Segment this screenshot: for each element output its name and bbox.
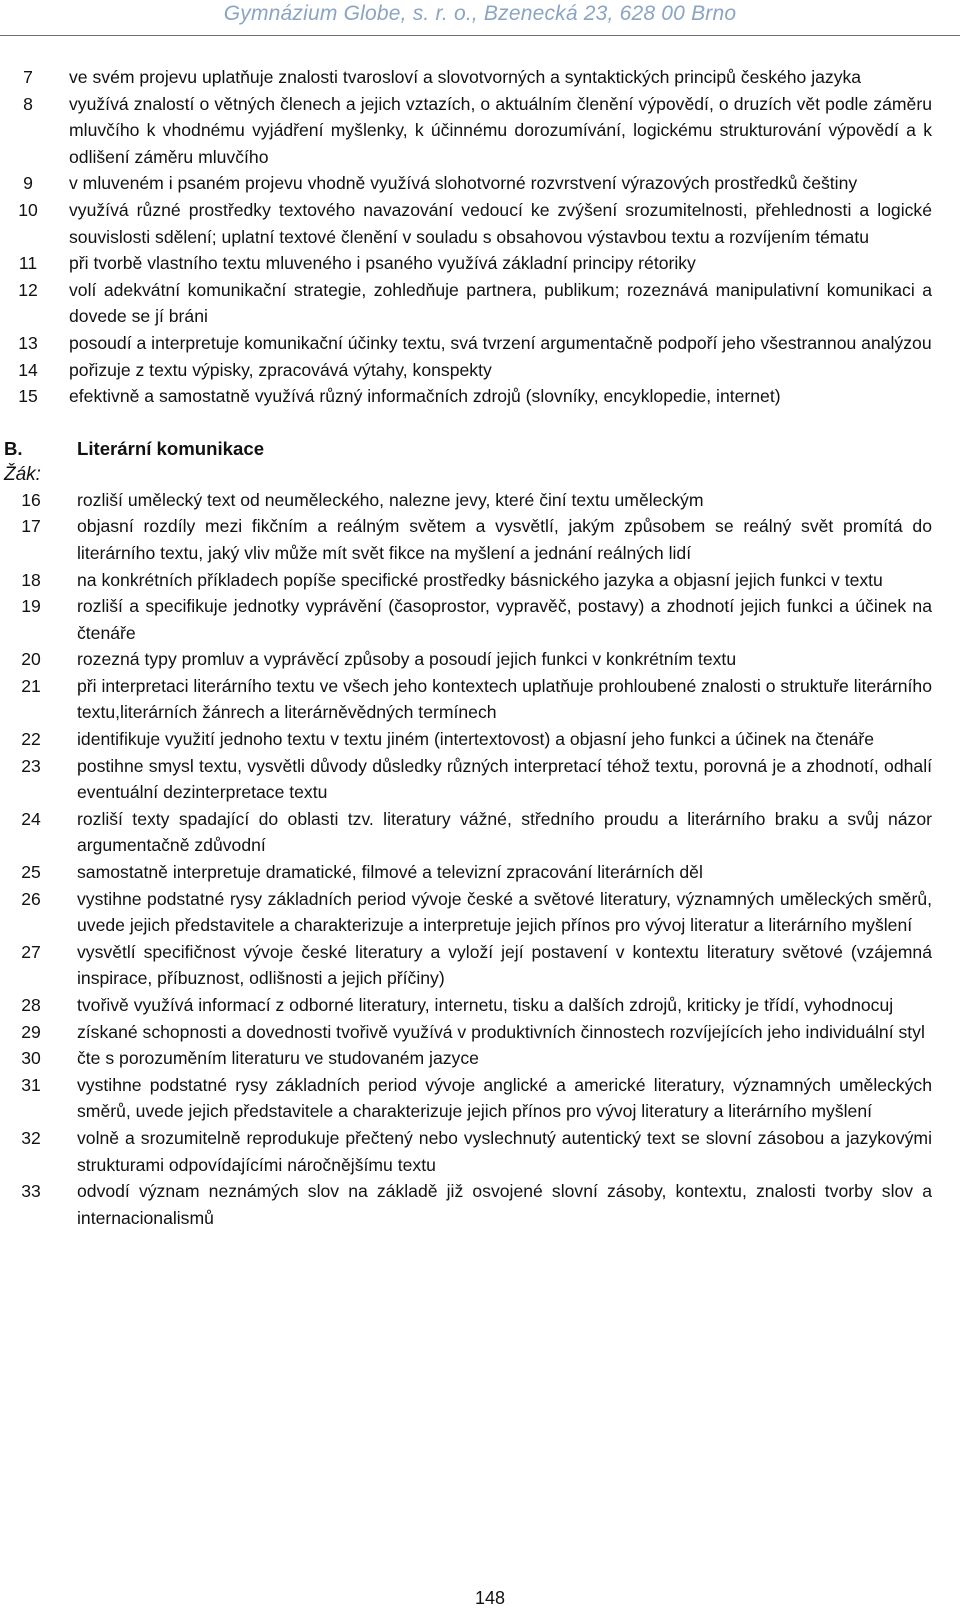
list-item (0, 250, 960, 277)
list-item (0, 886, 960, 939)
section-title: Literární komunikace (77, 437, 265, 459)
item-number: 27 (21, 941, 41, 962)
list-item (0, 646, 960, 673)
item-text: při interpretaci literárního textu ve všech jeho kontextech uplatňuje prohloubené znalosti o struktuře literárního textu,literárních žánrech a literárněvědných termínech (77, 675, 932, 723)
item-number: 31 (21, 1074, 41, 1095)
item-number: 18 (21, 569, 41, 590)
list-item (0, 91, 960, 171)
list-item (0, 513, 960, 566)
item-text: posoudí a interpretuje komunikační účinky textu, svá tvrzení argumentačně podpoří jeho všestrannou analýzou (69, 332, 932, 353)
item-number: 20 (21, 649, 41, 670)
item-text: efektivně a samostatně využívá různý informačních zdrojů (slovníky, encyklopedie, internet) (69, 386, 781, 407)
item-number: 24 (21, 808, 41, 829)
item-number: 29 (21, 1021, 41, 1042)
section-spacer (0, 410, 960, 435)
item-number: 10 (18, 199, 38, 220)
item-text: rozezná typy promluv a vyprávěcí způsoby a posoudí jejich funkci v konkrétním textu (77, 649, 737, 670)
item-text: rozliší texty spadající do oblasti tzv. literatury vážné, středního proudu a literárního braku a svůj názor argumentačně zdůvodní (77, 808, 932, 856)
list-item (0, 567, 960, 594)
item-number: 22 (21, 729, 41, 750)
item-text: vystihne podstatné rysy základních period vývoje české a světové literatury, významných uměleckých směrů, uvede jejich představitele a charakterizuje a interpretuje jejich přínos pro vývoj literatur a literárního myšlení (77, 888, 932, 936)
item-text: v mluveném i psaném projevu vhodně využívá slohotvorné rozvrstvení výrazových prostředků češtiny (69, 173, 858, 194)
item-number: 8 (23, 93, 33, 114)
item-text: pořizuje z textu výpisky, zpracovává výtahy, konspekty (69, 359, 492, 380)
section-heading (0, 435, 960, 462)
list-item (0, 1072, 960, 1125)
item-number: 15 (18, 386, 38, 407)
list-item (0, 277, 960, 330)
list-item (0, 383, 960, 410)
item-text: využívá různé prostředky textového navazování vedoucí ke zvýšení srozumitelnosti, přehlednosti a logické souvislosti sdělení; uplatní textové členění v souladu s obsahovou výstavbou textu a rozvíjením tématu (69, 199, 932, 247)
list-item (0, 806, 960, 859)
item-number: 12 (18, 279, 38, 300)
list-item (0, 197, 960, 250)
item-text: vysvětlí specifičnost vývoje české literatury a vyloží její postavení v kontextu literatury světové (vzájemná inspirace, příbuznost, odlišnosti a jejich příčiny) (77, 941, 932, 989)
item-number: 13 (18, 332, 38, 353)
list-item (0, 939, 960, 992)
item-text: rozliší a specifikuje jednotky vyprávění (časoprostor, vypravěč, postavy) a zhodnotí jejich funkci a účinek na čtenáře (77, 596, 932, 643)
item-number: 28 (21, 995, 41, 1015)
item-text: tvořivě využívá informací z odborné literatury, internetu, tisku a dalších zdrojů, kriticky je třídí, vyhodnocuj (77, 995, 894, 1015)
item-text: vystihne podstatné rysy základních period vývoje anglické a americké literatury, významných uměleckých směrů, uvede jejich představitele a charakterizuje jejich přínos pro vývoj literatury a literárního myšlení (77, 1074, 932, 1122)
list-item (0, 753, 960, 806)
list-item (0, 673, 960, 726)
item-text: samostatně interpretuje dramatické, filmové a televizní zpracování literárních děl (77, 862, 703, 883)
item-number: 17 (21, 516, 41, 537)
item-text: čte s porozuměním literaturu ve studovaném jazyce (77, 1048, 479, 1069)
item-text: objasní rozdíly mezi fikčním a reálným světem a vysvětlí, jakým způsobem se reálný svět promítá do literárního textu, jaký vliv může mít svět fikce na myšlení a jednání reálných lidí (77, 516, 932, 563)
document-body (0, 64, 960, 1231)
item-number: 26 (21, 888, 41, 909)
item-number: 19 (21, 596, 41, 617)
outcome-list-literature (0, 487, 960, 1232)
list-item (0, 726, 960, 753)
list-item (0, 1125, 960, 1178)
item-text: rozliší umělecký text od neuměleckého, nalezne jevy, které činí textu uměleckým (77, 489, 704, 510)
item-text: identifikuje využití jednoho textu v textu jiném (intertextovost) a objasní jeho funkci a účinek na čtenáře (77, 729, 875, 750)
page-number: 148 (474, 1588, 506, 1608)
list-item (0, 1045, 960, 1072)
item-text: na konkrétních příkladech popíše specifické prostředky básnického jazyka a objasní jejich funkci v textu (77, 569, 883, 590)
item-number: 30 (21, 1048, 41, 1069)
item-number: 33 (21, 1181, 41, 1202)
item-text: využívá znalostí o větných členech a jejich vztazích, o aktuálním členění výpovědí, o druzích vět podle záměru mluvčího k vhodnému vyjádření myšlenky, k účinnému dorozumívání, logickému strukturování výpovědí a k odlišení záměru mluvčího (69, 93, 932, 167)
item-text: odvodí význam neznámých slov na základě již osvojené slovní zásoby, kontextu, znalosti tvorby slov a internacionalismů (77, 1181, 932, 1228)
section-subject: Žák: (4, 463, 41, 485)
item-number: 14 (18, 359, 38, 380)
list-item (0, 487, 960, 514)
outcome-list-language (0, 64, 960, 410)
list-item (0, 64, 960, 91)
item-number: 23 (21, 755, 41, 776)
list-item (0, 357, 960, 384)
list-item (0, 170, 960, 197)
item-text: ve svém projevu uplatňuje znalosti tvarosloví a slovotvorných a syntaktických principů českého jazyka (69, 67, 862, 87)
list-item (0, 593, 960, 646)
item-number: 9 (23, 173, 33, 194)
header-divider (0, 35, 960, 36)
list-item (0, 859, 960, 886)
item-number: 25 (21, 862, 41, 883)
item-text: při tvorbě vlastního textu mluveného i psaného využívá základní principy rétoriky (69, 253, 696, 274)
item-number: 11 (18, 253, 38, 274)
section-letter: B. (4, 437, 23, 459)
item-text: postihne smysl textu, vysvětli důvody důsledky různých interpretací téhož textu, porovná je a zhodnotí, odhalí eventuální dezinterpretace textu (77, 755, 932, 803)
item-text: získané schopnosti a dovednosti tvořivě využívá v produktivních činnostech rozvíjejících jeho individuální styl (77, 1021, 925, 1042)
list-item (0, 1019, 960, 1046)
list-item (0, 992, 960, 1019)
item-number: 32 (21, 1127, 41, 1148)
page-header: Gymnázium Globe, s. r. o., Bzenecká 23, 628 00 Brno (223, 2, 737, 25)
item-number: 16 (21, 489, 41, 510)
item-number: 7 (23, 67, 33, 87)
list-item (0, 330, 960, 357)
list-item (0, 1178, 960, 1231)
item-text: volně a srozumitelně reprodukuje přečtený nebo vyslechnutý autentický text se slovní zásobou a jazykovými strukturami odpovídajícími náročnějšímu textu (77, 1127, 932, 1175)
item-text: volí adekvátní komunikační strategie, zohledňuje partnera, publikum; rozeznává manipulativní komunikaci a dovede se jí bráni (69, 279, 932, 327)
item-number: 21 (21, 675, 41, 696)
